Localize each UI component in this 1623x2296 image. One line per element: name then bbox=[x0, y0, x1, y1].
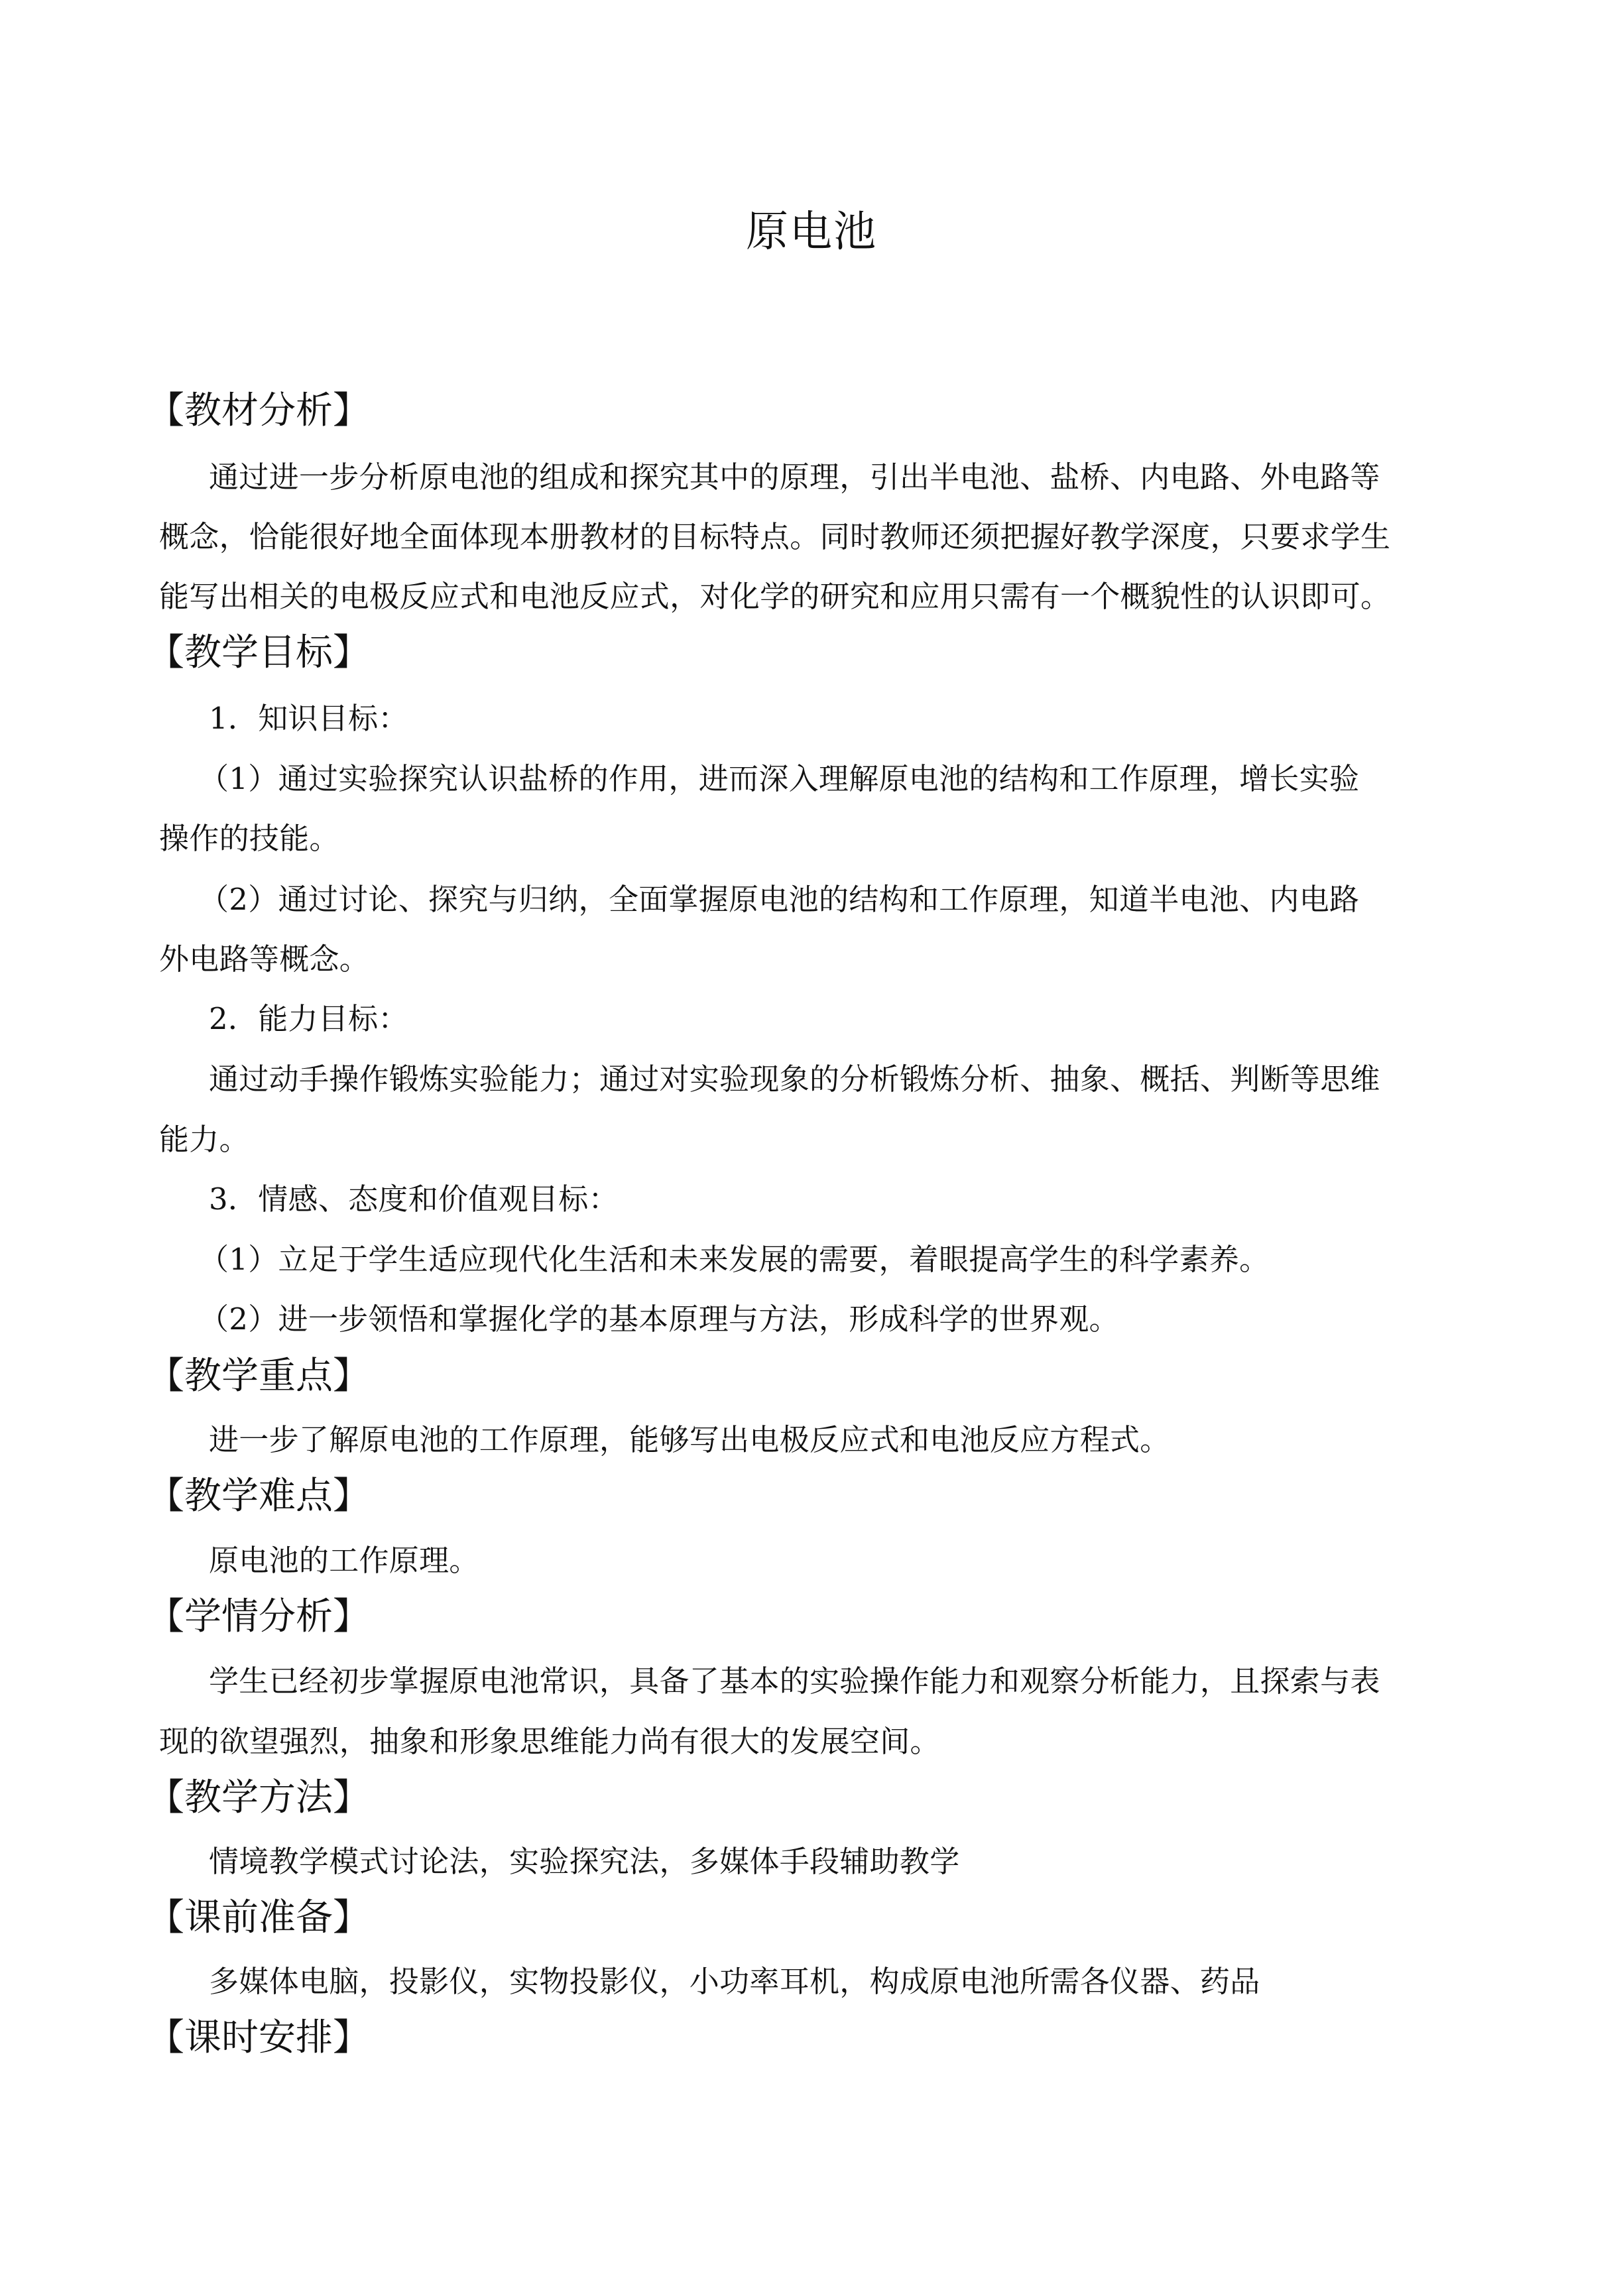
paragraph-line: 操作的技能。 bbox=[159, 821, 339, 856]
goal-subtitle-knowledge: 1．知识目标： bbox=[209, 701, 408, 736]
section-heading-difficulties: 【教学难点】 bbox=[147, 1475, 370, 1518]
paragraph-line: （2）通过讨论、探究与归纳，全面掌握原电池的结构和工作原理，知道半电池、内电路 bbox=[199, 882, 1360, 917]
paragraph-line: 情境教学模式讨论法，实验探究法，多媒体手段辅助教学 bbox=[209, 1844, 960, 1879]
section-heading-methods: 【教学方法】 bbox=[147, 1776, 370, 1819]
paragraph-line: 能写出相关的电极反应式和电池反应式，对化学的研究和应用只需有一个概貌性的认识即可。 bbox=[159, 579, 1391, 614]
section-heading-goals: 【教学目标】 bbox=[147, 631, 370, 674]
section-heading-key-points: 【教学重点】 bbox=[147, 1355, 370, 1398]
section-heading-schedule: 【课时安排】 bbox=[147, 2016, 370, 2059]
paragraph-line: 进一步了解原电池的工作原理，能够写出电极反应式和电池反应方程式。 bbox=[209, 1422, 1170, 1457]
paragraph-line: 多媒体电脑，投影仪，实物投影仪，小功率耳机，构成原电池所需各仪器、药品 bbox=[209, 1964, 1260, 1999]
goal-subtitle-emotion: 3．情感、态度和价值观目标： bbox=[209, 1181, 619, 1217]
paragraph-line: （2）进一步领悟和掌握化学的基本原理与方法，形成科学的世界观。 bbox=[199, 1301, 1119, 1337]
paragraph-line: 概念，恰能很好地全面体现本册教材的目标特点。同时教师还须把握好教学深度，只要求学生 bbox=[159, 519, 1391, 554]
paragraph-line: （1）通过实验探究认识盐桥的作用，进而深入理解原电池的结构和工作原理，增长实验 bbox=[199, 761, 1360, 796]
section-heading-preparation: 【课前准备】 bbox=[147, 1896, 370, 1939]
section-heading-students: 【学情分析】 bbox=[147, 1595, 370, 1638]
paragraph-line: 学生已经初步掌握原电池常识，具备了基本的实验操作能力和观察分析能力，且探索与表 bbox=[209, 1663, 1380, 1699]
paragraph-line: 通过进一步分析原电池的组成和探究其中的原理，引出半电池、盐桥、内电路、外电路等 bbox=[209, 459, 1380, 495]
paragraph-line: （1）立足于学生适应现代化生活和未来发展的需要，着眼提高学生的科学素养。 bbox=[199, 1242, 1270, 1277]
paragraph-line: 现的欲望强烈，抽象和形象思维能力尚有很大的发展空间。 bbox=[159, 1724, 940, 1759]
goal-subtitle-ability: 2．能力目标： bbox=[209, 1001, 408, 1036]
paragraph-line: 原电池的工作原理。 bbox=[209, 1543, 479, 1578]
paragraph-line: 能力。 bbox=[159, 1122, 249, 1157]
section-heading-material: 【教材分析】 bbox=[147, 389, 370, 432]
paragraph-line: 通过动手操作锻炼实验能力；通过对实验现象的分析锻炼分析、抽象、概括、判断等思维 bbox=[209, 1061, 1380, 1097]
page-title: 原电池 bbox=[746, 208, 877, 257]
paragraph-line: 外电路等概念。 bbox=[159, 941, 370, 977]
